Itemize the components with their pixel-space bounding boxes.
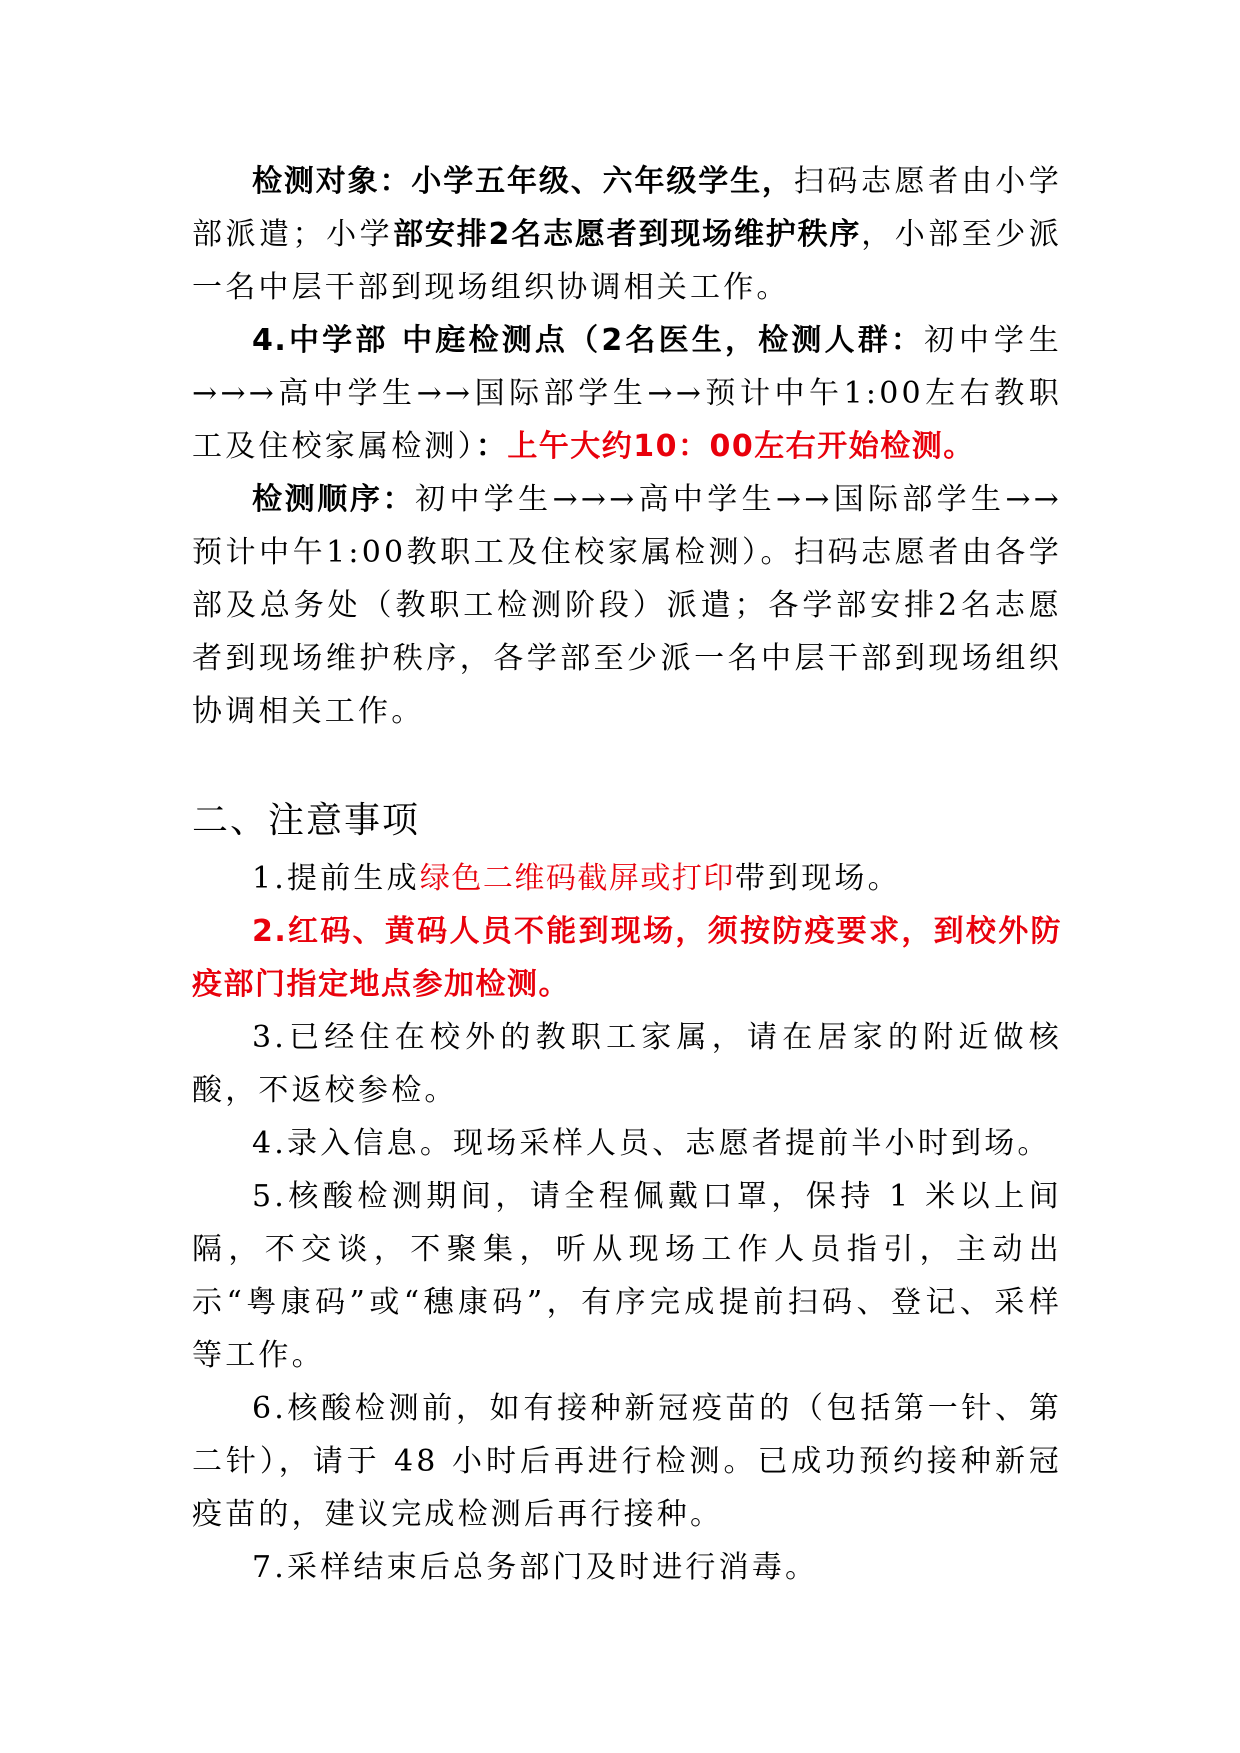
note-item-2 (192, 905, 1062, 1011)
middle-school-point-heading: 4.中学部 中庭检测点（2名医生，检测人群： (252, 323, 925, 358)
detection-order-label: 检测顺序： (252, 482, 416, 517)
note-item-7: 7.采样结束后总务部门及时进行消毒。 (252, 1550, 819, 1585)
note-item-2-warning: 2.红码、黄码人员不能到现场，须按防疫要求，到校外防疫部门指定地点参加检测。 (192, 914, 1062, 1002)
volunteer-arrangement-text: 部安排2名志愿者到现场维护秩序 (393, 217, 862, 252)
paragraph-detection-order (192, 473, 1062, 738)
detection-order-text: 初中学生→→→高中学生→→国际部学生→→预计中午1:00教职工及住校家属检测）。扫码志愿者由各学部及总务处（教职工检测阶段）派遣；各学部安排2名志愿者到现场维护秩序，各学部至少派一名中层干部到现场组织协调相关工作。 (192, 482, 1062, 729)
note-item-5: 5.核酸检测期间，请全程佩戴口罩，保持 1 米以上间隔，不交谈，不聚集，听从现场工作人员指引，主动出示“粤康码”或“穗康码”，有序完成提前扫码、登记、采样等工作。 (192, 1179, 1062, 1373)
note-item-3: 3.已经住在校外的教职工家属，请在居家的附近做核酸，不返校参检。 (192, 1020, 1062, 1108)
detection-target-label: 检测对象： (252, 164, 412, 199)
note-item-4: 4.录入信息。现场采样人员、志愿者提前半小时到场。 (252, 1126, 1051, 1161)
note-item-1-suffix: 带到现场。 (734, 861, 901, 896)
start-time-notice: 上午大约10：00左右开始检测。 (507, 429, 975, 464)
detection-group-order: 初中学生→→→高中学生→→国际部学生→→预计中午1:00左右教职工及住校家属检测） (192, 323, 1062, 464)
note-item-6: 6.核酸检测前，如有接种新冠疫苗的（包括第一针、第二针），请于 48 小时后再进行检测。已成功预约接种新冠疫苗的，建议完成检测后再行接种。 (192, 1391, 1062, 1532)
note-item-1-prefix: 1.提前生成 (252, 861, 420, 896)
paragraph-middle-school-point (192, 314, 1062, 473)
paragraph-primary-school-detection (192, 155, 1062, 314)
colon-separator: ： (475, 429, 508, 464)
note-item-1 (192, 852, 1062, 905)
scan-volunteer-text: 扫码志愿者由小学部派遣；小学 (192, 164, 1063, 252)
cadre-arrangement-text: ，小部至少派一名中层干部到现场组织协调相关工作。 (192, 217, 1063, 305)
section-title-notes: 二、注意事项 (192, 800, 421, 841)
detection-target-value: 小学五年级、六年级学生， (411, 164, 794, 199)
document-page (192, 155, 1062, 1594)
note-item-1-highlight: 绿色二维码截屏或打印 (419, 861, 735, 896)
